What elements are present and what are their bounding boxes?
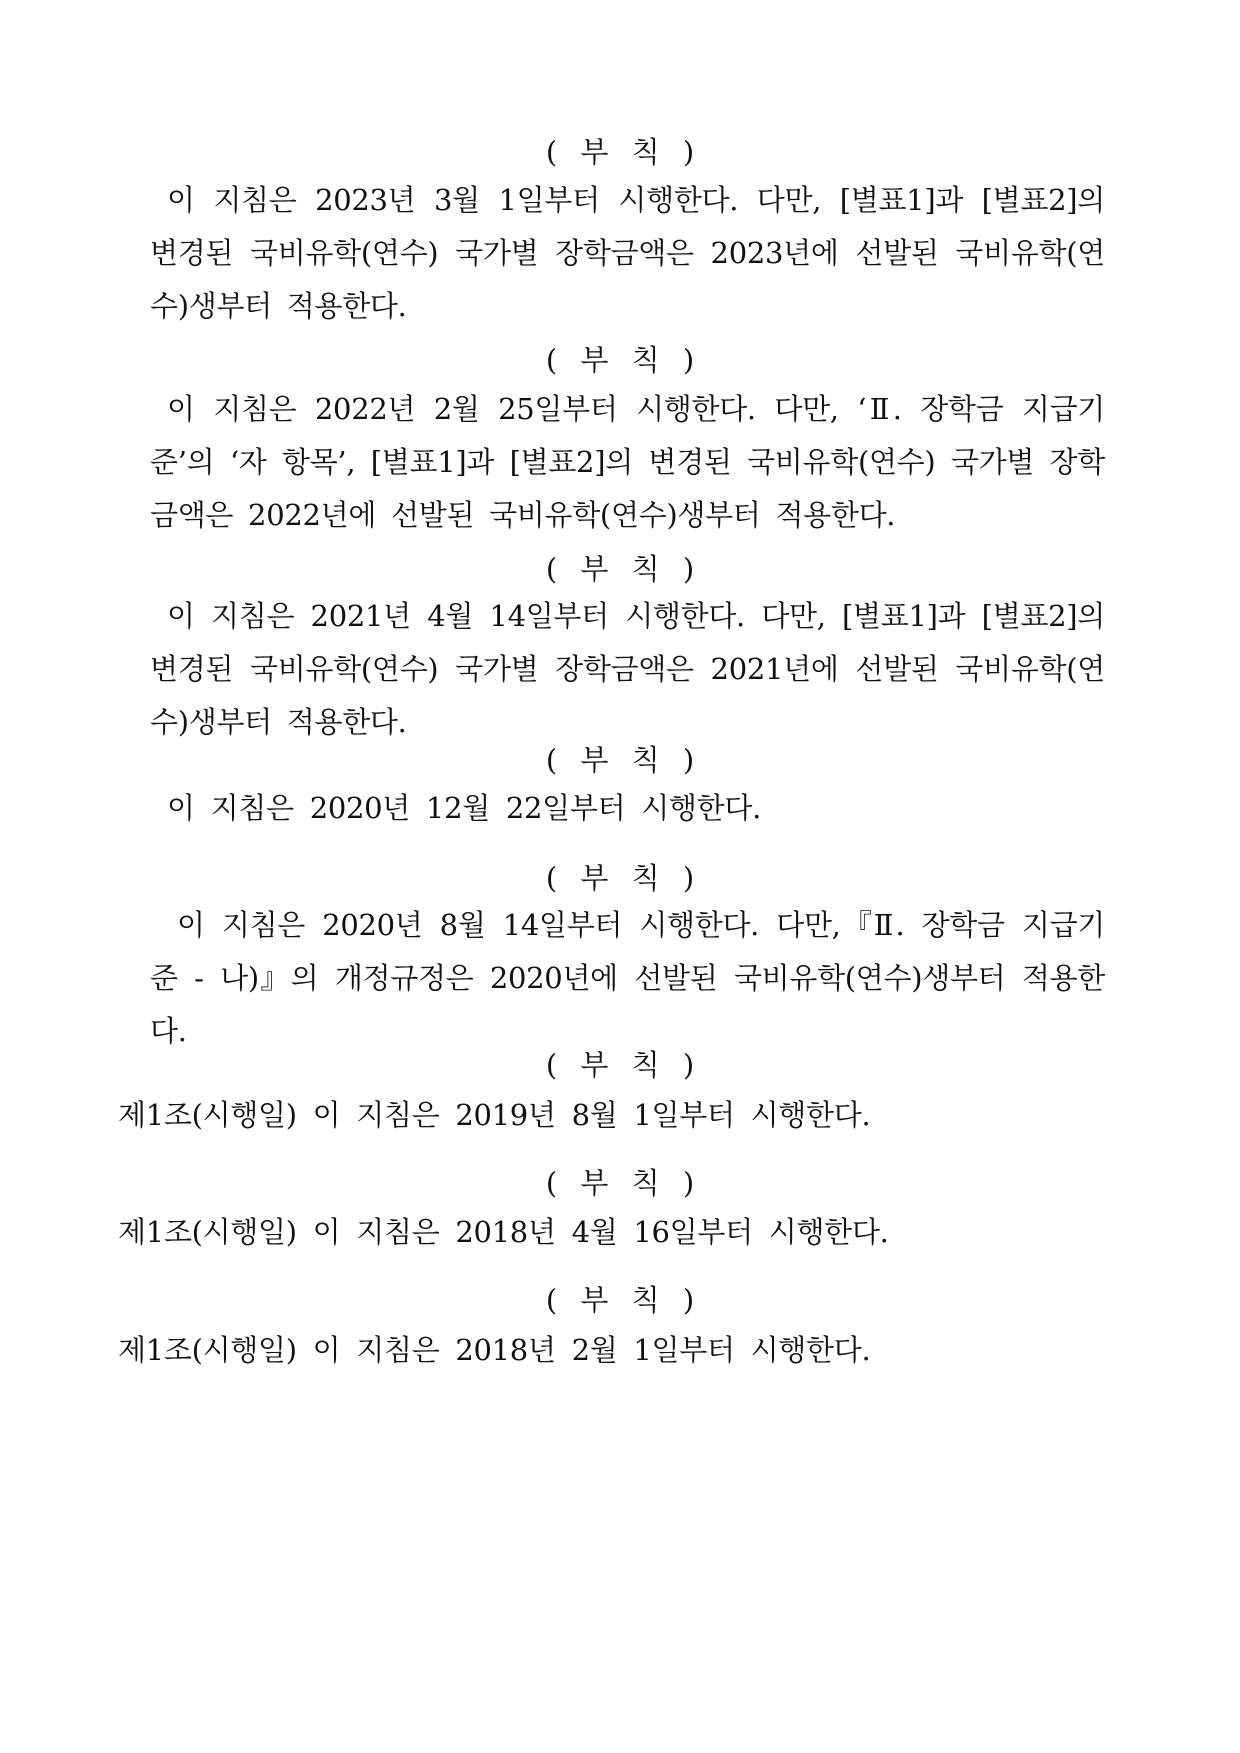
- addendum-text: 이 지침은 2023년 3월 1일부터 시행한다. 다만, [별표1]과 [별표2]의 변경된 국비유학(연수) 국가별 장학금액은 2023년에 선발된 국비유학(연수)생부터 적용한다.: [150, 183, 1105, 323]
- addendum-heading: ( 부 칙 ): [545, 743, 695, 777]
- addendum-heading: ( 부 칙 ): [545, 1166, 695, 1200]
- addendum-heading: ( 부 칙 ): [545, 135, 695, 169]
- addendum-text: 이 지침은 2020년 12월 22일부터 시행한다.: [167, 791, 761, 825]
- addendum-heading: ( 부 칙 ): [545, 1048, 695, 1082]
- addendum-text: 제1조(시행일) 이 지침은 2019년 8월 1일부터 시행한다.: [118, 1098, 871, 1132]
- addendum-text: 제1조(시행일) 이 지침은 2018년 4월 16일부터 시행한다.: [118, 1215, 889, 1249]
- addendum-heading: ( 부 칙 ): [545, 861, 695, 895]
- addendum-text: 이 지침은 2022년 2월 25일부터 시행한다. 다만, ‘Ⅱ. 장학금 지급기준’의 ‘자 항목’, [별표1]과 [별표2]의 변경된 국비유학(연수) 국가별 장학금액은 2022년에 선발된 국비유학(연수)생부터 적용한다.: [150, 392, 1105, 532]
- addendum-text: 이 지침은 2021년 4월 14일부터 시행한다. 다만, [별표1]과 [별표2]의 변경된 국비유학(연수) 국가별 장학금액은 2021년에 선발된 국비유학(연수)생부터 적용한다.: [150, 599, 1105, 739]
- addendum-text: 제1조(시행일) 이 지침은 2018년 2월 1일부터 시행한다.: [118, 1333, 871, 1367]
- addendum-heading: ( 부 칙 ): [545, 343, 695, 377]
- addendum-text: 이 지침은 2020년 8월 14일부터 시행한다. 다만,『Ⅱ. 장학금 지급기준 - 나)』의 개정규정은 2020년에 선발된 국비유학(연수)생부터 적용한다.: [150, 908, 1105, 1048]
- addendum-heading: ( 부 칙 ): [545, 1283, 695, 1317]
- addendum-heading: ( 부 칙 ): [545, 552, 695, 586]
